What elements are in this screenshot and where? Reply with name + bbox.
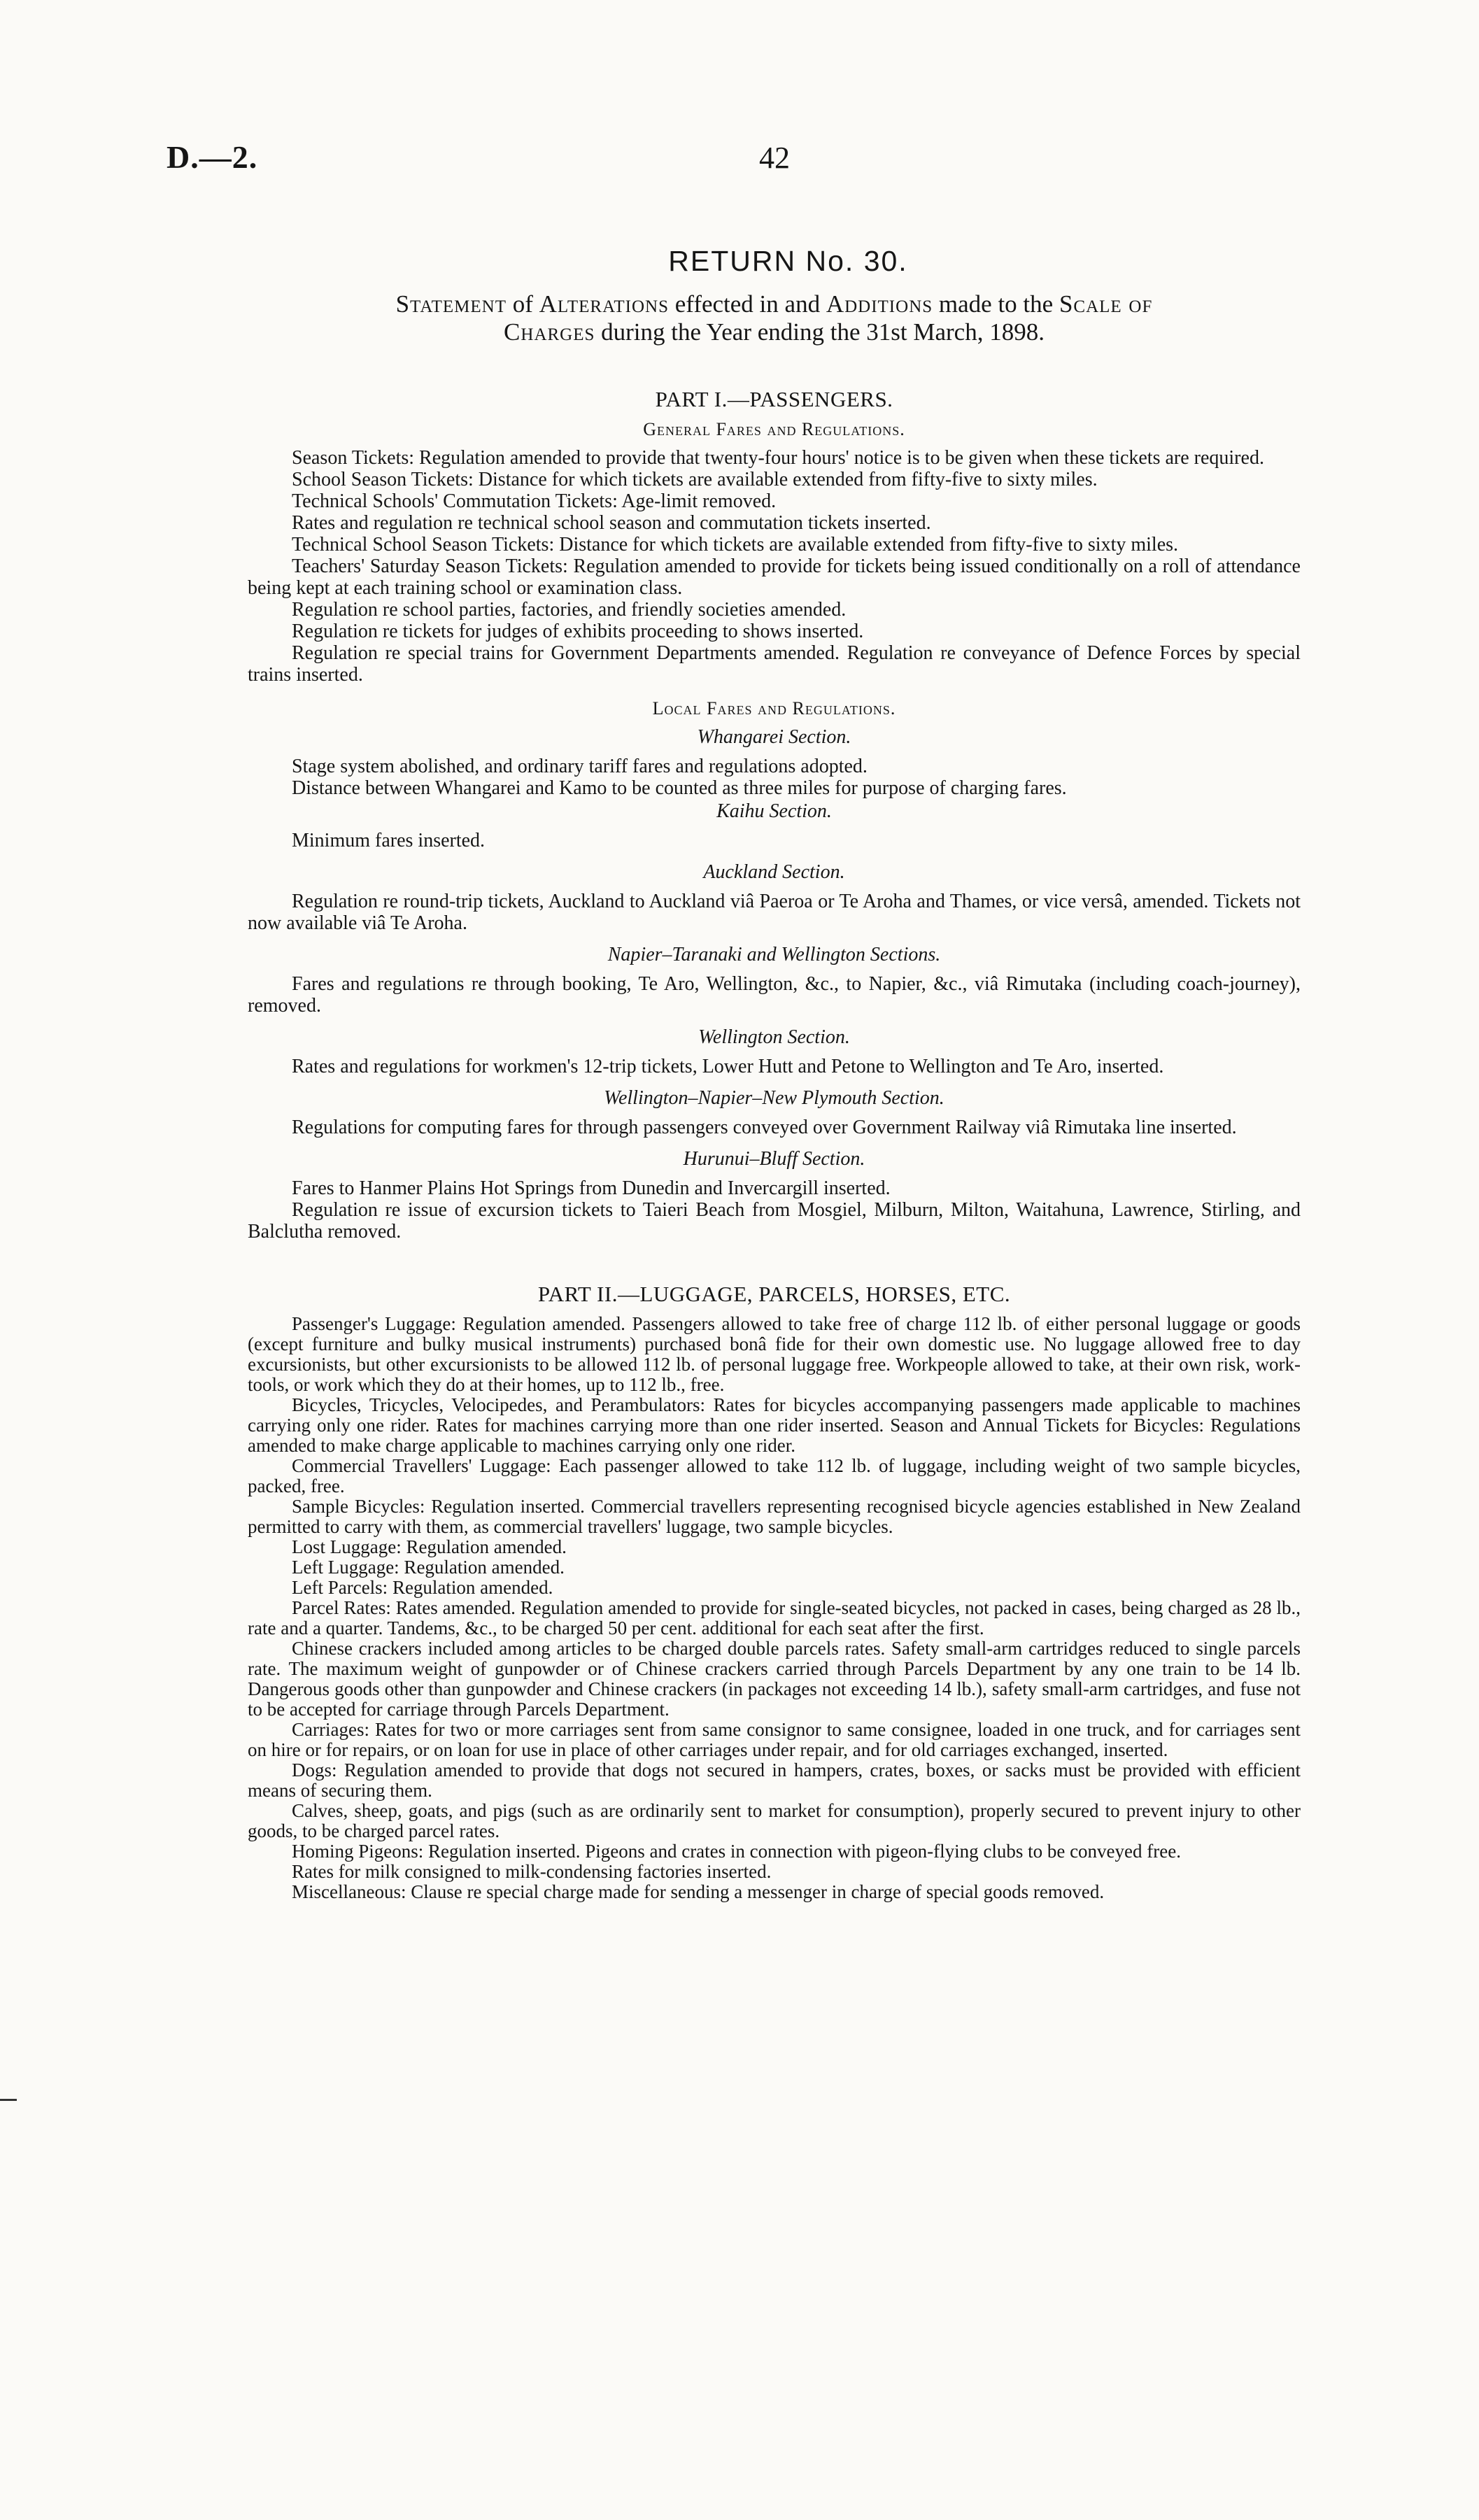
paragraph: Regulation re school parties, factories, and friendly societies amended.: [292, 599, 847, 621]
general-fares-heading: General Fares and Regulations.: [643, 419, 905, 439]
statement-text: made to the: [933, 290, 1059, 318]
statement-heading: [248, 290, 1301, 346]
paragraph: Rates for milk consigned to milk-condensing factories inserted.: [292, 1861, 772, 1882]
section-heading-wellington: Wellington Section.: [698, 1026, 850, 1048]
statement-text: of: [506, 290, 539, 318]
paragraph: Dogs: Regulation amended to provide that dogs not secured in hampers, crates, boxes, or sacks must be provided with efficient means of securing them.: [248, 1760, 1301, 1801]
statement-word: Alterations: [539, 290, 670, 318]
statement-text: during the Year ending the 31st March, 1898.: [595, 318, 1045, 346]
paragraph: Regulations for computing fares for through passengers conveyed over Government Railway viâ Rimutaka line inserted.: [292, 1117, 1237, 1138]
section-heading-kaihu: Kaihu Section.: [716, 800, 832, 822]
document-body: [248, 245, 1301, 1902]
part1-title: PART I.—PASSENGERS.: [655, 387, 893, 411]
paragraph: Regulation re special trains for Government Departments amended. Regulation re conveyance of Defence Forces by special trains inserted.: [248, 642, 1301, 686]
paragraph: Fares and regulations re through booking, Te Aro, Wellington, &c., to Napier, &c., viâ Rimutaka (including coach-journey), removed.: [248, 973, 1301, 1017]
statement-word: Additions: [826, 290, 933, 318]
paragraph: Regulation re tickets for judges of exhibits proceeding to shows inserted.: [292, 621, 864, 642]
paragraph: Commercial Travellers' Luggage: Each passenger allowed to take 112 lb. of luggage, including weight of two sample bicycles, packed, free.: [248, 1455, 1301, 1496]
paragraph: Fares to Hanmer Plains Hot Springs from Dunedin and Invercargill inserted.: [292, 1177, 891, 1199]
section-heading-auckland: Auckland Section.: [703, 861, 845, 883]
paragraph: Passenger's Luggage: Regulation amended. Passengers allowed to take free of charge 112 lb. of either personal luggage or goods (except furniture and bulky musical instruments) purchased bonâ fide for their own domestic use. No luggage allowed free to day excursionists, but other excursionists to be allowed 112 lb. of personal luggage free. Workpeople allowed to take, at their own risk, work-tools, or work which they do at their homes, up to 112 lb., free.: [248, 1313, 1301, 1395]
paragraph: Regulation re issue of excursion tickets to Taieri Beach from Mosgiel, Milburn, Milton, Waitahuna, Lawrence, Stirling, and Balclutha removed.: [248, 1199, 1301, 1243]
statement-word: Scale of: [1059, 290, 1153, 318]
section-heading-whangarei: Whangarei Section.: [697, 726, 851, 748]
margin-mark: [0, 2099, 17, 2101]
paragraph: Teachers' Saturday Season Tickets: Regulation amended to provide for tickets being issued conditionally on a roll of attendance being kept at each training school or examination class.: [248, 555, 1301, 599]
paragraph: Left Parcels: Regulation amended.: [292, 1577, 553, 1598]
paragraph: Homing Pigeons: Regulation inserted. Pigeons and crates in connection with pigeon-flying clubs to be conveyed free.: [292, 1841, 1181, 1862]
paragraph: Bicycles, Tricycles, Velocipedes, and Perambulators: Rates for bicycles accompanying passengers made applicable to machines carrying only one rider. Rates for machines carrying more than one rider inserted. Season and Annual Tickets for Bicycles: Regulations amended to make charge applicable to machines carrying only one rider.: [248, 1394, 1301, 1456]
section-heading-napier-taranaki: Napier–Taranaki and Wellington Sections.: [607, 944, 941, 965]
paragraph: Minimum fares inserted.: [292, 830, 486, 851]
statement-word: Charges: [504, 318, 595, 346]
paragraph: Left Luggage: Regulation amended.: [292, 1557, 565, 1578]
paragraph: Rates and regulations for workmen's 12-trip tickets, Lower Hutt and Petone to Wellington and Te Aro, inserted.: [292, 1056, 1164, 1077]
paragraph: Lost Luggage: Regulation amended.: [292, 1536, 567, 1557]
paragraph: Parcel Rates: Rates amended. Regulation amended to provide for single-seated bicycles, not packed in cases, being charged as 28 lb., rate and a quarter. Tandems, &c., to be charged 50 per cent. additional for each seat after the first.: [248, 1597, 1301, 1638]
part2-title: PART II.—LUGGAGE, PARCELS, HORSES, ETC.: [537, 1282, 1011, 1306]
paragraph: Distance between Whangarei and Kamo to be counted as three miles for purpose of charging fares.: [292, 777, 1067, 799]
general-fares-list: [248, 447, 1301, 686]
paragraph: School Season Tickets: Distance for which tickets are available extended from fifty-five to sixty miles.: [292, 469, 1098, 490]
spacer: [248, 1243, 1301, 1282]
page-number: 42: [759, 141, 790, 175]
paragraph: Carriages: Rates for two or more carriages sent from same consignor to same consignee, loaded in one truck, and for carriages sent on hire or for repairs, or on loan for use in place of other carriages under repair, and for old carriages exchanged, inserted.: [248, 1719, 1301, 1760]
paragraph: Chinese crackers included among articles to be charged double parcels rates. Safety small-arm cartridges reduced to single parcels rate. The maximum weight of gunpowder or of Chinese crackers carried through Parcels Department by any one train to be 14 lb. Dangerous goods other than gunpowder and Chinese crackers (in packages not exceeding 14 lb.), safety small-arm cartridges, and fuse not to be accepted for carriage through Parcels Department.: [248, 1638, 1301, 1720]
paragraph: Season Tickets: Regulation amended to provide that twenty-four hours' notice is to be given when these tickets are required.: [292, 447, 1264, 469]
paragraph: Technical School Season Tickets: Distance for which tickets are available extended from fifty-five to sixty miles.: [292, 534, 1179, 555]
paragraph: Rates and regulation re technical school season and commutation tickets inserted.: [292, 512, 931, 534]
paragraph: Regulation re round-trip tickets, Auckland to Auckland viâ Paeroa or Te Aroha and Thames, or vice versâ, amended. Tickets not now available viâ Te Aroha.: [248, 891, 1301, 934]
document-reference: D.—2.: [167, 139, 258, 175]
part2-list: [248, 1314, 1301, 1902]
paragraph: Technical Schools' Commutation Tickets: Age-limit removed.: [292, 490, 777, 512]
paragraph: Miscellaneous: Clause re special charge made for sending a messenger in charge of special goods removed.: [292, 1881, 1105, 1902]
local-fares-heading: Local Fares and Regulations.: [652, 698, 896, 719]
section-heading-wellington-napier-new-plymouth: Wellington–Napier–New Plymouth Section.: [604, 1087, 944, 1109]
paragraph: Sample Bicycles: Regulation inserted. Commercial travellers representing recognised bicycle agencies established in New Zealand permitted to carry with them, as commercial travellers' luggage, two sample bicycles.: [248, 1496, 1301, 1537]
paragraph: Calves, sheep, goats, and pigs (such as are ordinarily sent to market for consumption), properly secured to prevent injury to other goods, to be charged parcel rates.: [248, 1800, 1301, 1841]
section-heading-hurunui-bluff: Hurunui–Bluff Section.: [683, 1148, 865, 1170]
return-title: RETURN No. 30.: [668, 245, 908, 277]
paragraph: Stage system abolished, and ordinary tariff fares and regulations adopted.: [292, 756, 868, 777]
statement-text: effected in and: [669, 290, 826, 318]
statement-word: Statement: [395, 290, 507, 318]
